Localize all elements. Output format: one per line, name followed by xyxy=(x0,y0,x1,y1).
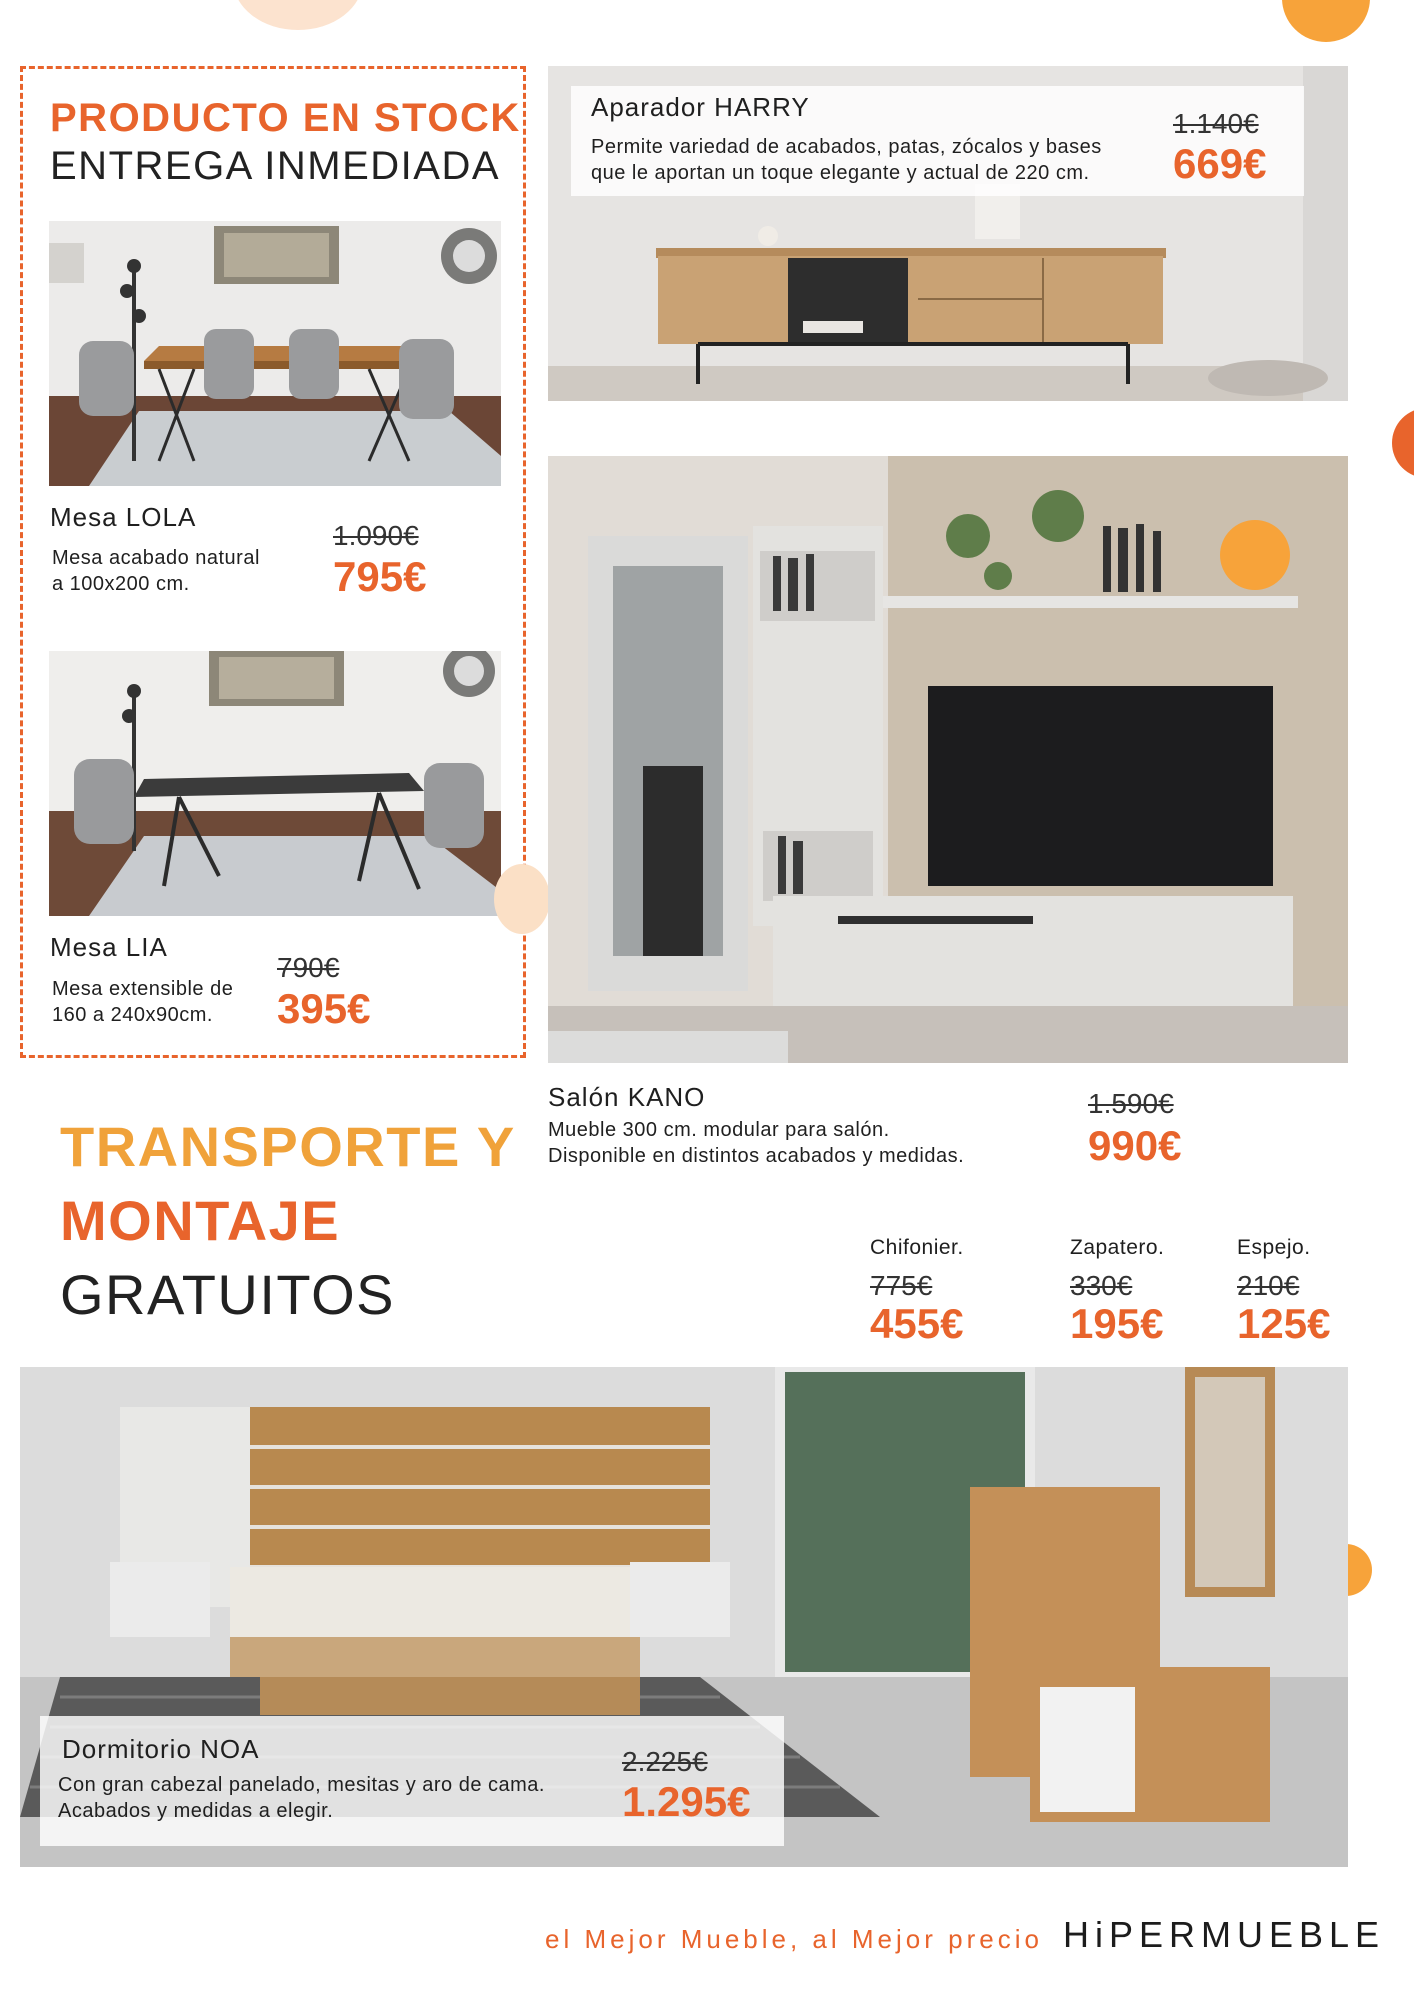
extra-item-chifonier xyxy=(870,1236,964,1348)
extra-name: Espejo. xyxy=(1237,1236,1311,1259)
lia-desc-1: Mesa extensible de xyxy=(52,978,234,1000)
lia-desc-2: 160 a 240x90cm. xyxy=(52,1004,213,1026)
noa-desc-1: Con gran cabezal panelado, mesitas y aro de cama. xyxy=(58,1774,545,1796)
stock-heading: PRODUCTO EN STOCK xyxy=(50,96,521,140)
kano-old-price: 1.590€ xyxy=(1088,1088,1174,1119)
transport-line-1: TRANSPORTE Y xyxy=(60,1115,516,1178)
extra-price: 455€ xyxy=(870,1300,964,1347)
brand-logo: HiPERMUEBLE xyxy=(1063,1914,1386,1955)
decorative-dot-right-mid xyxy=(1392,408,1414,478)
noa-desc-2: Acabados y medidas a elegir. xyxy=(58,1800,334,1822)
kano-name: Salón KANO xyxy=(548,1082,706,1112)
extra-item-zapatero xyxy=(1070,1236,1164,1348)
decorative-dot-top-right xyxy=(1282,0,1370,42)
footer-slogan: el Mejor Mueble, al Mejor precio xyxy=(545,1924,1043,1954)
lola-price: 795€ xyxy=(333,553,427,600)
transport-line-3: GRATUITOS xyxy=(60,1263,396,1326)
harry-price: 669€ xyxy=(1173,140,1267,187)
harry-desc-2: que le aportan un toque elegante y actual de 220 cm. xyxy=(591,162,1090,184)
kano-desc-1: Mueble 300 cm. modular para salón. xyxy=(548,1119,890,1141)
lia-price: 395€ xyxy=(277,985,371,1032)
kano-price: 990€ xyxy=(1088,1122,1182,1169)
extra-name: Chifonier. xyxy=(870,1236,964,1259)
mesa-lia-photo xyxy=(49,651,501,916)
lola-desc-1: Mesa acabado natural xyxy=(52,547,260,569)
noa-name: Dormitorio NOA xyxy=(62,1734,260,1764)
extra-old-price: 330€ xyxy=(1070,1270,1133,1301)
lia-name: Mesa LIA xyxy=(50,932,168,962)
stock-subheading: ENTREGA INMEDIADA xyxy=(50,144,501,188)
lola-name: Mesa LOLA xyxy=(50,502,197,532)
extra-name: Zapatero. xyxy=(1070,1236,1165,1259)
decorative-dot-top-left xyxy=(233,0,363,30)
extra-old-price: 210€ xyxy=(1237,1270,1300,1301)
noa-old-price: 2.225€ xyxy=(622,1746,708,1777)
noa-price: 1.295€ xyxy=(622,1778,751,1825)
lola-old-price: 1.090€ xyxy=(333,520,419,551)
lia-old-price: 790€ xyxy=(277,952,340,983)
extra-price: 195€ xyxy=(1070,1300,1164,1347)
extra-item-espejo xyxy=(1237,1236,1330,1348)
kano-desc-2: Disponible en distintos acabados y medidas. xyxy=(548,1145,965,1167)
transport-line-2: MONTAJE xyxy=(60,1189,341,1252)
harry-old-price: 1.140€ xyxy=(1173,108,1259,139)
extra-old-price: 775€ xyxy=(870,1270,933,1301)
decorative-dot-kano xyxy=(1220,520,1290,590)
mesa-lola-photo xyxy=(49,221,501,486)
decorative-dot-lia xyxy=(494,864,550,934)
harry-name: Aparador HARRY xyxy=(591,92,810,122)
harry-desc-1: Permite variedad de acabados, patas, zócalos y bases xyxy=(591,136,1102,158)
lola-desc-2: a 100x200 cm. xyxy=(52,573,190,595)
extra-price: 125€ xyxy=(1237,1300,1331,1347)
